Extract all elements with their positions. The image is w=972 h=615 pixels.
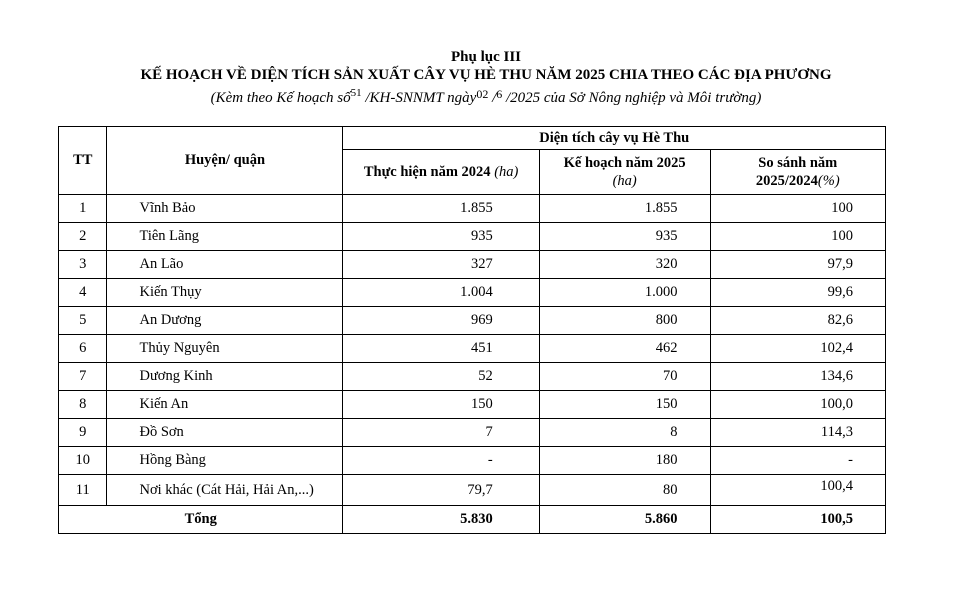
reference-text-d: /2025 của Sở Nông nghiệp và Môi trường) [502, 90, 762, 106]
row-tt: 8 [59, 391, 107, 419]
table-row [59, 195, 886, 223]
reference-text-b: /KH-SNNMT ngày [361, 90, 477, 106]
row-plan-2025: 180 [539, 447, 710, 475]
row-ratio: 99,6 [710, 279, 885, 307]
row-ratio: 100,4 [710, 475, 885, 506]
row-tt: 3 [59, 251, 107, 279]
row-actual-2024: 1.855 [343, 195, 539, 223]
header-plan-2025: Kế hoạch năm 2025 (ha) [539, 150, 710, 195]
header-tt: TT [59, 127, 107, 195]
row-district: Vĩnh Bảo [107, 195, 343, 223]
table-row [59, 475, 886, 506]
table-row [59, 251, 886, 279]
row-district: Kiến Thụy [107, 279, 343, 307]
row-tt: 6 [59, 335, 107, 363]
row-actual-2024: - [343, 447, 539, 475]
table-row [59, 391, 886, 419]
table-row [59, 279, 886, 307]
table-row [59, 335, 886, 363]
table-row [59, 223, 886, 251]
document-header [0, 48, 972, 108]
row-district: Thủy Nguyên [107, 335, 343, 363]
row-actual-2024: 79,7 [343, 475, 539, 506]
row-actual-2024: 327 [343, 251, 539, 279]
row-district: An Dương [107, 307, 343, 335]
row-ratio: 102,4 [710, 335, 885, 363]
row-tt: 9 [59, 419, 107, 447]
row-tt: 1 [59, 195, 107, 223]
row-plan-2025: 935 [539, 223, 710, 251]
reference-text-c: / [488, 90, 497, 106]
total-label: Tổng [59, 506, 343, 534]
row-plan-2025: 80 [539, 475, 710, 506]
table-row [59, 363, 886, 391]
header-actual-2024: Thực hiện năm 2024 (ha) [343, 150, 539, 195]
row-actual-2024: 7 [343, 419, 539, 447]
row-plan-2025: 70 [539, 363, 710, 391]
row-plan-2025: 1.855 [539, 195, 710, 223]
header-comparison: So sánh năm 2025/2024(%) [710, 150, 885, 195]
row-ratio: - [710, 447, 885, 475]
row-ratio: 100 [710, 223, 885, 251]
row-tt: 2 [59, 223, 107, 251]
row-actual-2024: 935 [343, 223, 539, 251]
document-number: 51 [350, 87, 362, 99]
row-plan-2025: 1.000 [539, 279, 710, 307]
row-actual-2024: 451 [343, 335, 539, 363]
row-ratio: 100 [710, 195, 885, 223]
row-actual-2024: 150 [343, 391, 539, 419]
row-district: Hồng Bàng [107, 447, 343, 475]
table-row [59, 419, 886, 447]
total-actual-2024: 5.830 [343, 506, 539, 534]
row-tt: 7 [59, 363, 107, 391]
row-plan-2025: 8 [539, 419, 710, 447]
row-plan-2025: 150 [539, 391, 710, 419]
row-plan-2025: 320 [539, 251, 710, 279]
total-plan-2025: 5.860 [539, 506, 710, 534]
row-ratio: 114,3 [710, 419, 885, 447]
row-actual-2024: 52 [343, 363, 539, 391]
table-row [59, 307, 886, 335]
row-district: Tiên Lãng [107, 223, 343, 251]
plan-title: KẾ HOẠCH VỀ DIỆN TÍCH SẢN XUẤT CÂY VỤ HÈ THU NĂM 2025 CHIA THEO CÁC ĐỊA PHƯƠNG [140, 67, 832, 83]
row-tt: 5 [59, 307, 107, 335]
row-plan-2025: 462 [539, 335, 710, 363]
table-row [59, 447, 886, 475]
row-tt: 10 [59, 447, 107, 475]
reference-text-a: (Kèm theo Kế hoạch số [210, 90, 351, 106]
row-district: Đồ Sơn [107, 419, 343, 447]
table-body [59, 195, 886, 534]
row-district: Kiến An [107, 391, 343, 419]
row-actual-2024: 969 [343, 307, 539, 335]
appendix-title: Phụ lục III [450, 49, 522, 65]
area-plan-table [58, 126, 886, 534]
row-ratio: 97,9 [710, 251, 885, 279]
total-row [59, 506, 886, 534]
row-ratio: 134,6 [710, 363, 885, 391]
row-tt: 11 [59, 475, 107, 506]
row-ratio: 100,0 [710, 391, 885, 419]
row-tt: 4 [59, 279, 107, 307]
plan-reference [0, 84, 972, 108]
row-district: An Lão [107, 251, 343, 279]
total-ratio: 100,5 [710, 506, 885, 534]
header-district: Huyện/ quận [107, 127, 343, 195]
reference-day: 02 [476, 87, 489, 101]
row-district: Nơi khác (Cát Hải, Hải An,...) [107, 475, 343, 506]
row-plan-2025: 800 [539, 307, 710, 335]
header-group: Diện tích cây vụ Hè Thu [343, 127, 886, 150]
reference-month: 6 [496, 87, 503, 101]
row-ratio: 82,6 [710, 307, 885, 335]
row-district: Dương Kinh [107, 363, 343, 391]
row-actual-2024: 1.004 [343, 279, 539, 307]
